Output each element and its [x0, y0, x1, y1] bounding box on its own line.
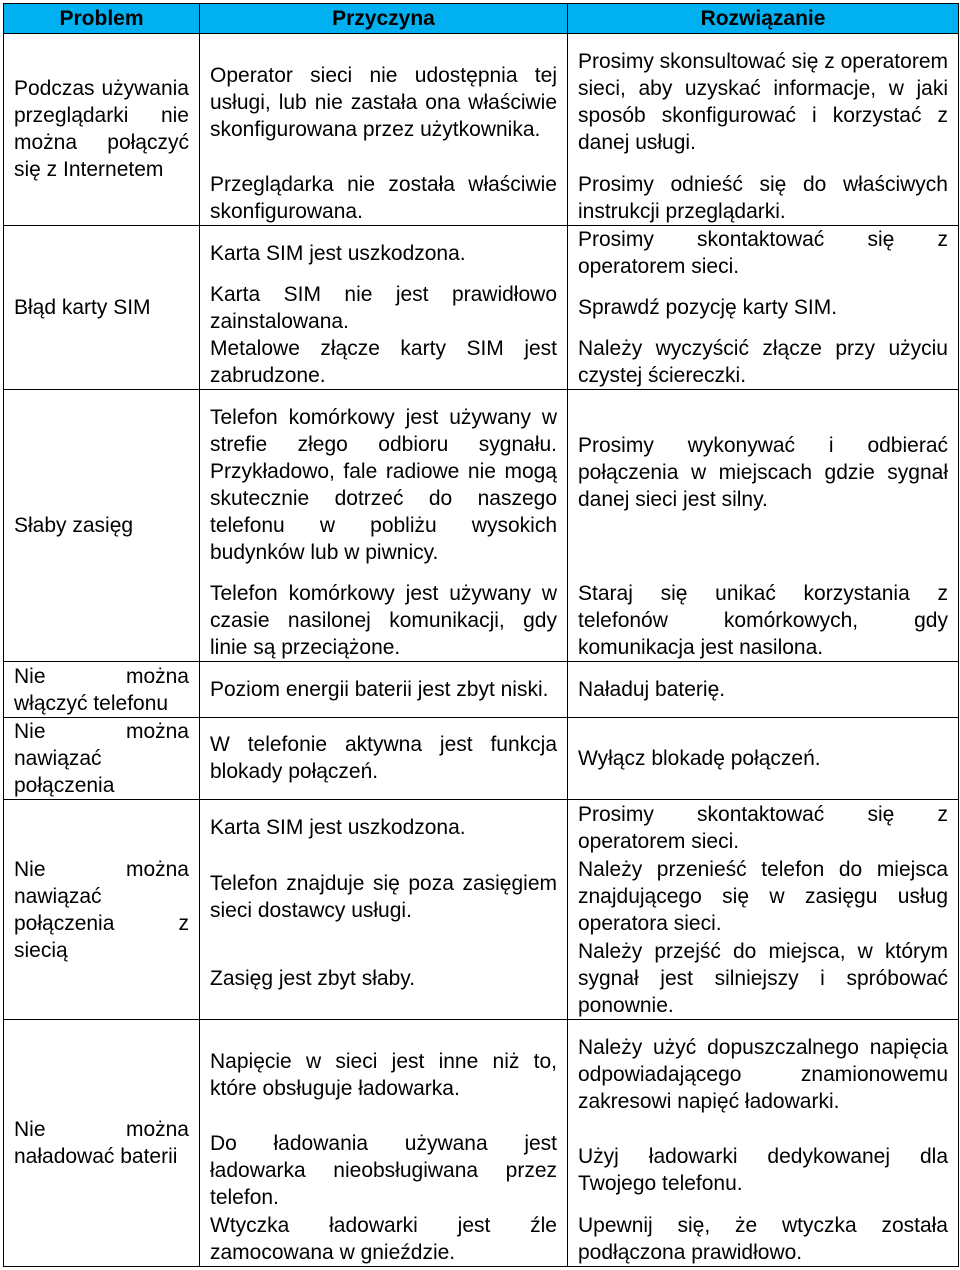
solution-cell: Należy przejść do miejsca, w którym sygnał jest silniejszy i spróbować ponownie. [568, 938, 959, 1020]
header-row [4, 4, 959, 34]
problem-cell: Podczas używania przeglądarki nie można połączyć się z Internetem [4, 34, 200, 226]
table-row [4, 389, 959, 579]
cause-cell: Telefon komórkowy jest używany w strefie złego odbioru sygnału. Przykładowo, fale radiowe nie mogą skutecznie dotrzeć do naszego telefonu w pobliżu wysokich budynków lub w piwnicy. [200, 389, 568, 579]
problem-cell: Nie można włączyć telefonu [4, 662, 200, 717]
cause-cell: Zasięg jest zbyt słaby. [200, 938, 568, 1020]
cause-cell: Metalowe złącze karty SIM jest zabrudzone. [200, 335, 568, 390]
cause-cell: Poziom energii baterii jest zbyt niski. [200, 662, 568, 717]
solution-cell: Należy przenieść telefon do miejsca znajdującego się w zasięgu usług operatora sieci. [568, 855, 959, 937]
table-row [4, 717, 959, 799]
solution-cell: Prosimy skontaktować się z operatorem sieci. [568, 225, 959, 280]
solution-cell: Użyj ładowarki dedykowanej dla Twojego telefonu. [568, 1129, 959, 1211]
solution-cell: Naładuj baterię. [568, 662, 959, 717]
cause-cell: Karta SIM nie jest prawidłowo zainstalowana. [200, 281, 568, 335]
problem-cell: Nie można nawiązać połączenia z siecią [4, 799, 200, 1020]
cause-cell: Operator sieci nie udostępnia tej usługi, lub nie zastała ona właściwie skonfigurowana przez użytkownika. [200, 34, 568, 171]
cause-cell: Telefon znajduje się poza zasięgiem sieci dostawcy usługi. [200, 855, 568, 937]
table-row [4, 799, 959, 855]
table-row [4, 1020, 959, 1129]
table-row [4, 225, 959, 280]
solution-cell: Sprawdź pozycję karty SIM. [568, 281, 959, 335]
header-problem: Problem [4, 4, 200, 34]
solution-cell: Staraj się unikać korzystania z telefonów komórkowych, gdy komunikacja jest nasilona. [568, 580, 959, 662]
problem-cell: Błąd karty SIM [4, 225, 200, 389]
cause-cell: Wtyczka ładowarki jest źle zamocowana w gnieździe. [200, 1211, 568, 1266]
solution-cell: Prosimy skonsultować się z operatorem sieci, aby uzyskać informacje, w jaki sposób skonfigurować i korzystać z danej usługi. [568, 34, 959, 171]
table-row [4, 662, 959, 717]
cause-cell: Do ładowania używana jest ładowarka nieobsługiwana przez telefon. [200, 1129, 568, 1211]
solution-cell: Wyłącz blokadę połączeń. [568, 717, 959, 799]
solution-cell: Należy użyć dopuszczalnego napięcia odpowiadającego znamionowemu zakresowi napięć ładowarki. [568, 1020, 959, 1129]
problem-cell: Słaby zasięg [4, 389, 200, 662]
cause-cell: Telefon komórkowy jest używany w czasie nasilonej komunikacji, gdy linie są przeciążone. [200, 580, 568, 662]
table-row [4, 34, 959, 171]
solution-cell: Prosimy odnieść się do właściwych instrukcji przeglądarki. [568, 171, 959, 226]
cause-cell: W telefonie aktywna jest funkcja blokady połączeń. [200, 717, 568, 799]
problem-cell: Nie można naładować baterii [4, 1020, 200, 1267]
cause-cell: Napięcie w sieci jest inne niż to, które obsługuje ładowarka. [200, 1020, 568, 1129]
cause-cell: Karta SIM jest uszkodzona. [200, 799, 568, 855]
solution-cell: Upewnij się, że wtyczka została podłączona prawidłowo. [568, 1211, 959, 1266]
cause-cell: Przeglądarka nie została właściwie skonfigurowana. [200, 171, 568, 226]
cause-cell: Karta SIM jest uszkodzona. [200, 225, 568, 280]
solution-cell: Prosimy skontaktować się z operatorem sieci. [568, 799, 959, 855]
problem-cell: Nie można nawiązać połączenia [4, 717, 200, 799]
solution-cell: Należy wyczyścić złącze przy użyciu czystej ściereczki. [568, 335, 959, 390]
troubleshooting-table [3, 3, 959, 1267]
header-cause: Przyczyna [200, 4, 568, 34]
solution-cell: Prosimy wykonywać i odbierać połączenia w miejscach gdzie sygnał danej sieci jest silny. [568, 389, 959, 579]
header-solution: Rozwiązanie [568, 4, 959, 34]
